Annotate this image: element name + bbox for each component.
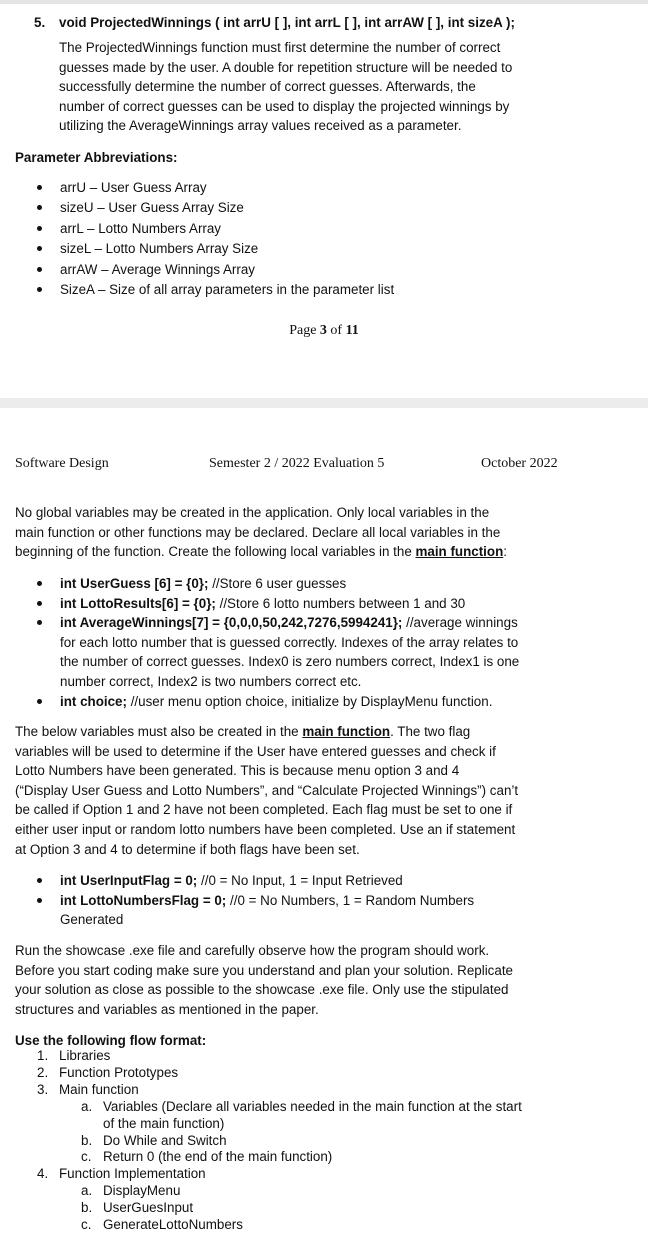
- text-line: variables will be used to determine if the User have entered guesses and check if: [15, 743, 496, 759]
- page-break: [0, 398, 648, 408]
- list-item: sizeL – Lotto Numbers Array Size: [60, 239, 620, 259]
- list-item: b. Do While and Switch: [81, 1132, 227, 1148]
- item5-title: void ProjectedWinnings ( int arrU [ ], int arrL [ ], int arrAW [ ], int sizeA );: [59, 15, 515, 30]
- list-item: int LottoResults[6] = {0}; //Store 6 lotto numbers between 1 and 30: [60, 594, 625, 614]
- text-line: The below variables must also be created in the main function. The two flag: [15, 724, 471, 739]
- page-number: 3: [319, 323, 327, 338]
- bullet-icon: [37, 246, 42, 251]
- list-item: int UserGuess [6] = {0}; //Store 6 user guesses: [60, 574, 625, 594]
- text-line: utilizing the AverageWinnings array values received as a parameter.: [59, 118, 462, 134]
- list-item: a. Variables (Declare all variables needed in the main function at the start: [81, 1098, 522, 1114]
- list-item: 3. Main function: [37, 1081, 139, 1097]
- flag-vars-list: [60, 871, 620, 930]
- text-line: Lotto Numbers have been generated. This is because menu option 3 and 4: [15, 763, 460, 779]
- list-item: of the main function): [103, 1115, 225, 1131]
- list-item: c. Return 0 (the end of the main function): [81, 1149, 333, 1165]
- page-label: Page: [289, 323, 317, 338]
- main-function-ref: main function: [415, 544, 504, 560]
- bullet-icon: [37, 226, 42, 231]
- list-item: SizeA – Size of all array parameters in the parameter list: [60, 280, 620, 300]
- page-total: 11: [345, 323, 359, 338]
- bullet-icon: [37, 185, 42, 190]
- abbrev-heading: Parameter Abbreviations:: [15, 150, 178, 165]
- list-item: c. GenerateLottoNumbers: [81, 1217, 243, 1233]
- top-page-edge: [0, 0, 648, 4]
- abbrev-list: [60, 178, 620, 300]
- text-line: guesses made by the user. A double for repetition structure will be needed to: [59, 59, 513, 75]
- text-line: Run the showcase .exe file and carefully observe how the program should work.: [15, 943, 490, 958]
- text-line: your solution as close as possible to the showcase .exe file. Only use the stipulated: [15, 982, 509, 998]
- list-item: arrAW – Average Winnings Array: [60, 260, 620, 280]
- list-item: 1. Libraries: [37, 1048, 111, 1063]
- text-line: Before you start coding make sure you understand and plan your solution. Replicate: [15, 962, 513, 978]
- header-left: Software Design: [15, 456, 109, 471]
- list-item: a. DisplayMenu: [81, 1183, 181, 1199]
- intro-paragraph: [15, 503, 635, 562]
- item5-description: [59, 38, 619, 136]
- list-item: int AverageWinnings[7] = {0,0,0,50,242,7276,5994241}; //average winnings for each lotto number that is guessed correctly. Indexes of the array relates to the number of correct guesses. Index0 is zero numbers correct, Index1 is one number correct, Index2 is two numbers correct etc.: [60, 613, 625, 691]
- bullet-icon: [37, 205, 42, 210]
- bullet-icon: [37, 581, 42, 586]
- main-function-ref: main function: [302, 724, 391, 739]
- local-vars-list: [60, 574, 625, 711]
- page-of: of: [330, 323, 343, 338]
- list-item: int LottoNumbersFlag = 0; //0 = No Numbers, 1 = Random Numbers Generated: [60, 891, 620, 930]
- text-line: successfully determine the number of correct guesses. Afterwards, the: [59, 79, 476, 95]
- text-line: No global variables may be created in the application. Only local variables in the: [15, 505, 490, 520]
- text-line: The ProjectedWinnings function must first determine the number of correct: [59, 40, 501, 55]
- text-line: either user input or random lotto numbers have been completed. Use an if statement: [15, 821, 516, 837]
- item5-number: 5.: [34, 15, 46, 30]
- list-item: 4. Function Implementation: [37, 1166, 206, 1182]
- bullet-icon: [37, 601, 42, 606]
- list-item: int UserInputFlag = 0; //0 = No Input, 1 = Input Retrieved: [60, 871, 620, 891]
- flags-paragraph: [15, 722, 640, 859]
- text-line: (“Display User Guess and Lotto Numbers”, and “Calculate Projected Winnings”) can’t: [15, 782, 519, 798]
- text-line: at Option 3 and 4 to determine if both flags have been set.: [15, 841, 360, 857]
- bullet-icon: [37, 287, 42, 292]
- bullet-icon: [37, 699, 42, 704]
- text-line: number of correct guesses can be used to display the projected winnings by: [59, 98, 510, 114]
- text-line: structures and variables as mentioned in the paper.: [15, 1001, 319, 1017]
- showcase-paragraph: [15, 941, 640, 1019]
- list-item: 2. Function Prototypes: [37, 1064, 179, 1080]
- list-item: b. UserGuesInput: [81, 1200, 194, 1216]
- list-item: int choice; //user menu option choice, initialize by DisplayMenu function.: [60, 692, 625, 712]
- text-line: beginning of the function. Create the following local variables in the main function:: [15, 544, 507, 560]
- text-line: main function or other functions may be declared. Declare all local variables in the: [15, 524, 501, 540]
- page-footer: [0, 321, 648, 341]
- header-right: October 2022: [481, 456, 558, 471]
- list-item: sizeU – User Guess Array Size: [60, 198, 620, 218]
- flow-heading: Use the following flow format:: [15, 1033, 207, 1048]
- bullet-icon: [37, 878, 42, 883]
- bullet-icon: [37, 267, 42, 272]
- header-center: Semester 2 / 2022 Evaluation 5: [209, 456, 385, 471]
- text-line: be called if Option 1 and 2 have not been completed. Each flag must be set to one if: [15, 802, 513, 818]
- bullet-icon: [37, 620, 42, 625]
- list-item: arrU – User Guess Array: [60, 178, 620, 198]
- flow-list: [37, 1048, 619, 1234]
- bullet-icon: [37, 898, 42, 903]
- list-item: arrL – Lotto Numbers Array: [60, 219, 620, 239]
